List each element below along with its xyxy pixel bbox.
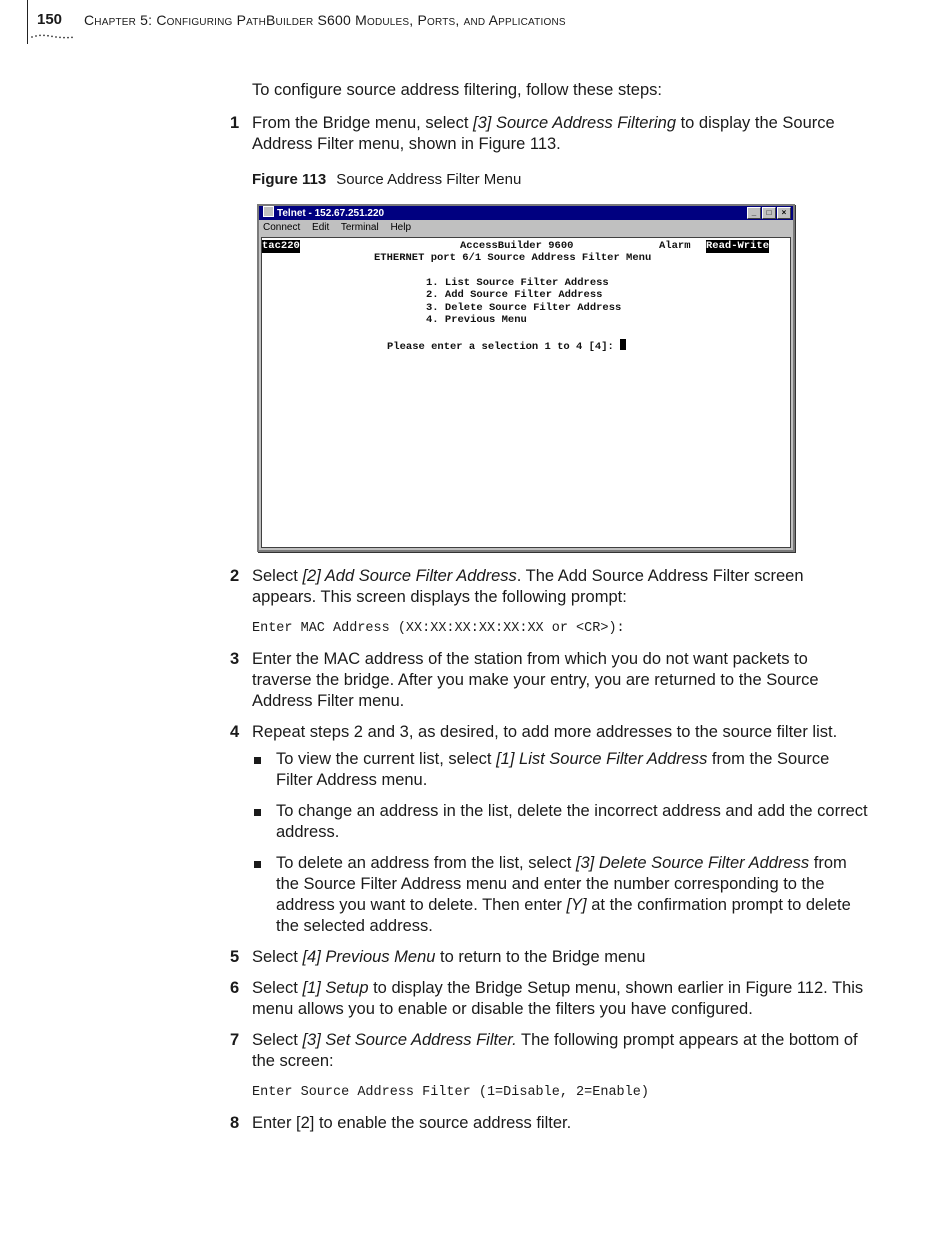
window-controls [747,207,791,219]
step-2 [230,566,870,608]
figure-title: Source Address Filter Menu [336,171,522,188]
step-text: Enter the MAC address of the station from which you do not want packets to traverse the bridge. After you make your entry, you are returned to the Source Address Filter menu. [252,650,819,710]
terminal-option: 1. List Source Filter Address [426,277,609,289]
menu-reference: [3] Source Address Filtering [473,114,676,132]
step-text: Select [252,948,303,966]
maximize-icon[interactable]: □ [762,207,776,219]
step-text: to display the Source Address Filter menu, shown in Figure 113. [252,114,835,153]
step-6 [230,978,870,1020]
menu-reference: [1] Setup [302,979,369,997]
step-text: to return to the Bridge menu [435,948,646,966]
step-text: Select [252,567,303,585]
telnet-menubar [259,220,793,235]
menu-reference: [4] Previous Menu [302,948,436,966]
step-text: Select [252,979,303,997]
telnet-titlebar [259,206,793,220]
menu-reference: [3] Set Source Address Filter. [302,1031,517,1049]
step-5 [230,947,870,968]
bullet-text: from the Source Filter Address menu. [276,750,830,789]
menu-help[interactable]: Help [390,222,412,233]
step-number: 8 [230,1114,240,1132]
figure-caption [252,169,870,190]
running-head: Chapter 5: Configuring PathBuilder S600 Modules, Ports, and Applications [84,12,566,28]
step-text: The following prompt appears at the bottom of the screen: [252,1031,858,1070]
terminal-heading: ETHERNET port 6/1 Source Address Filter Menu [374,252,652,264]
menu-edit[interactable]: Edit [312,222,330,233]
menu-terminal[interactable]: Terminal [340,222,379,233]
bullet-icon [254,809,261,816]
bullet-list [252,749,870,937]
bullet-text: from the Source Filter Address menu and enter the number corresponding to the address you want to delete. Then enter [276,854,847,914]
header-rule [27,0,28,44]
menu-reference: [3] Delete Source Filter Address [575,854,810,872]
page-body [230,80,870,1144]
bullet-text: To delete an address from the list, select [276,854,576,872]
minimize-icon[interactable]: _ [747,207,761,219]
step-text: . The Add Source Address Filter screen appears. This screen displays the following prompt: [252,567,804,606]
terminal-prompt-line [387,339,626,354]
step-text: From the Bridge menu, select [252,114,474,132]
terminal-host: tac220 [262,240,300,252]
page-number: 150 [37,11,63,28]
step-number: 5 [230,948,240,966]
terminal-screen[interactable] [261,237,791,548]
telnet-app-icon [263,206,274,217]
step-number: 6 [230,979,240,997]
telnet-title: Telnet - 152.67.251.220 [277,208,385,219]
cursor-block [620,339,626,350]
step-4 [230,722,870,937]
list-item [252,801,870,843]
intro-text: To configure source address filtering, follow these steps: [252,81,662,99]
list-item [252,853,870,937]
step-text: to display the Bridge Setup menu, shown earlier in Figure 112. This menu allows you to enable or disable the filters you have configured. [252,979,864,1018]
terminal-option: 2. Add Source Filter Address [426,289,603,301]
terminal-option: 3. Delete Source Filter Address [426,302,622,314]
terminal-prompt: Please enter a selection 1 to 4 [4]: [387,341,621,353]
step-number: 1 [230,114,240,132]
bullet-text: at the confirmation prompt to delete the selected address. [276,896,851,935]
bullet-icon [254,757,261,764]
code-prompt: Enter Source Address Filter (1=Disable, 2=Enable) [252,1085,649,1100]
step-8 [230,1113,870,1134]
close-icon[interactable]: × [777,207,791,219]
step-text: Enter [2] to enable the source address filter. [252,1114,572,1132]
step-7 [230,1030,870,1072]
menu-reference: [1] List Source Filter Address [496,750,708,768]
telnet-window [257,204,795,552]
step-text: Select [252,1031,303,1049]
terminal-mode: Read-Write [706,240,770,252]
list-item [252,749,870,791]
terminal-alarm: Alarm [659,240,691,252]
menu-reference: [2] Add Source Filter Address [302,567,517,585]
step-number: 3 [230,650,240,668]
menu-connect[interactable]: Connect [263,222,301,233]
step-3 [230,649,870,712]
terminal-product: AccessBuilder 9600 [460,240,574,252]
key-reference: [Y] [566,896,587,914]
step-1 [230,113,870,155]
step-number: 4 [230,723,240,741]
step-number: 7 [230,1031,240,1049]
figure-label: Figure 113 [252,171,327,188]
step-number: 2 [230,567,240,585]
step-text: Repeat steps 2 and 3, as desired, to add more addresses to the source filter list. [252,723,838,741]
bullet-text: To view the current list, select [276,750,497,768]
bullet-icon [254,861,261,868]
bullet-text: To change an address in the list, delete the incorrect address and add the correct address. [276,802,868,841]
header-dots [30,33,74,39]
code-prompt: Enter MAC Address (XX:XX:XX:XX:XX:XX or <CR>): [252,621,625,636]
terminal-option: 4. Previous Menu [426,314,527,326]
